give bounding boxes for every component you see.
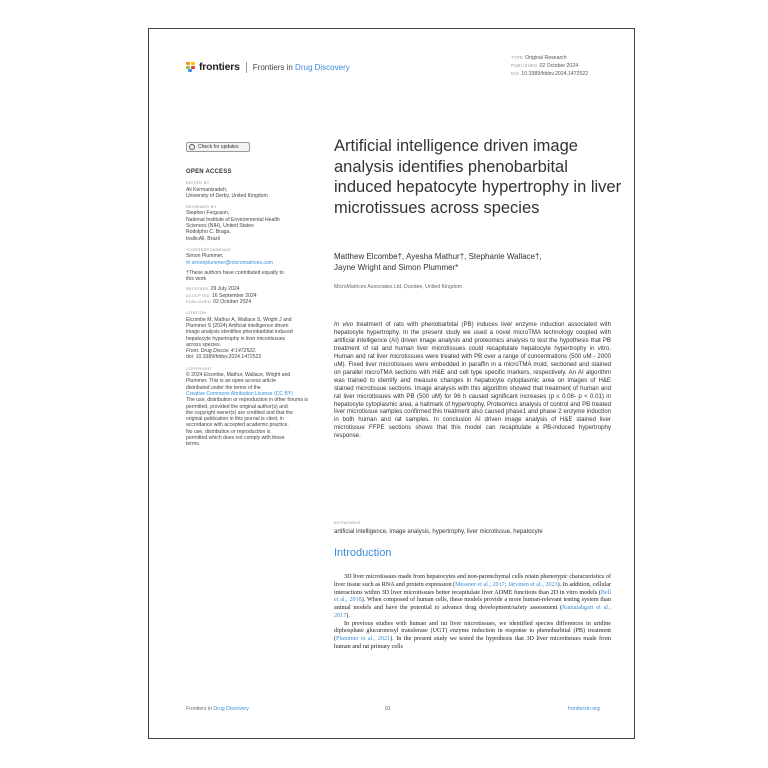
journal-title: Frontiers in Drug Discovery — [252, 62, 350, 72]
citation-link[interactable]: Bell et al., 2018 — [334, 589, 611, 604]
open-access-label: OPEN ACCESS — [186, 169, 232, 175]
check-for-updates-button[interactable]: Check for updates — [186, 142, 250, 152]
cc-license-link[interactable]: Creative Commons Attribution License (CC BY) — [186, 390, 294, 397]
keywords: artificial intelligence, image analysis, hypertrophy, liver microtissue, hepatocyte — [334, 529, 543, 535]
frontiers-logo-text: frontiers — [199, 61, 240, 73]
article-title: Artificial intelligence driven image analysis identifies phenobarbital induced hepatocyte hypertrophy in liver microtissues across species — [334, 137, 622, 217]
frontiers-logo-icon — [186, 62, 196, 72]
check-updates-icon — [189, 144, 195, 150]
introduction-body — [334, 574, 611, 652]
section-heading-introduction: Introduction — [334, 547, 392, 559]
citation-link[interactable]: Järvinen et al., 2023 — [507, 581, 558, 588]
journal-header — [186, 61, 350, 73]
correspondence-email-link[interactable]: ✉ simonplummer@micromatrices.com — [186, 259, 273, 266]
affiliation: MicroMatrices Associates Ltd, Dundee, United Kingdom — [334, 284, 463, 290]
citation-link[interactable]: Messner et al., 2017 — [455, 581, 505, 588]
abstract: In vivo treatment of rats with phenobarbital (PB) induces liver enzyme induction associated with hepatocyte hypertrophy. In the present study we used a novel microTMA technology coupled with artificial intelligence (AI) driven image analysis and proteomics analysis to test the hypothesis that PB treatment of rat and human liver microtissues could recapitulate hepatocyte hypertrophy in vitro. Human and rat liver microtissues were treated with PB over a range of concentrations (500 uM - 2000 uM). Fixed liver microtissues were embedded in paraffin in a microTMA mold, sectioned and stained on parallel microTMA sections with H&E and cell type specific markers, respectively. An AI algorithm was trained to identify and measure changes in hepatocyte cytoplasmic area on images of H&E stained microtissue sections. Image analysis with this algorithm showed that treatment of human and rat liver microtissues with PB (500 uM) for 96 h caused significant increases (p ≤ 0.08- p < 0.01) in hepatocyte cytoplasmic area, a hallmark of hypertrophy. Proteomics analysis of control and PB treated liver microtissue samples confirmed this treatment also caused phase1 and phase 2 enzyme induction in both human and rat samples. In conclusion AI driven image analysis of H&E stained liver microtissue FFPE sections shows that this model can recapitulate a PB-induced hypertrophy response. — [334, 321, 611, 440]
page-number: 01 — [385, 706, 391, 712]
footer-site-link[interactable]: frontiersin.org — [568, 706, 600, 712]
author-list: Matthew Elcombe†, Ayesha Mathur†, Stephanie Wallace†, Jayne Wright and Simon Plummer* — [334, 252, 542, 272]
citation-link[interactable]: Plummer et al., 2021 — [336, 636, 391, 642]
header-divider — [246, 62, 247, 73]
keywords-label: KEYWORDS — [334, 520, 361, 525]
footer-journal: Frontiers in Drug Discovery — [186, 706, 249, 712]
citation-link[interactable]: Ramaiahgari et al., 2017 — [334, 605, 611, 619]
article-sidebar: OPEN ACCESS EDITED BY Ali Kermanizadeh, University of Derby, United Kingdom REVIEWED BY Stephen Ferguson, National Institute of Environmental Health Sciences (NIH), United States Rodolpho C. Braga, InsilicAll, Brazil *CORRESPONDENCE Simon Plummer, ✉ simonplummer@micromatrices.com †These authors have contributed equally to this work RECEIVED 29 July 2024 ACCEPTED 16 September 2024 PUBLISHED 02 October 2024 CITATION Elcombe M, Mathur A, Wallace S, Wright J and Plummer S (2024) Artificial intelligence driven image analysis identifies phenobarbital induced hepatocyte hypertrophy in liver microtissues across species. Front. Drug Discov. 4:1472522. doi: 10.3389/fddsv.2024.1472522 COPYRIGHT © 2024 Elcombe, Mathur, Wallace, Wright and Plummer. This is an open-access article distributed under the terms of the Creative Commons Attribution License (CC BY) The use, distribution or reproduction in other forums is permitted, provided the original author(s) and the copyright owner(s) are credited and that the original publication in this journal is cited, in accordance with accepted academic practice. No use, distribution or reproduction is permitted which does not comply with these terms. — [186, 169, 311, 448]
paragraph: 3D liver microtissues made from hepatocytes and non-parenchymal cells retain phenotypic characteristics of liver tissue such as RNA and protein expression (Messner et al., 2017; Järvinen et al., 2023). In addition, cellular interactions within 3D liver microtissues better recapitulate liver ADME functions than 2D in vitro models (Bell et al., 2018). When composed of human cells, these models provide a more human-relevant testing system than animal models and have the potential to advance drug development/safety assessment (Ramaiahgari et al., 2017). — [334, 574, 611, 619]
paragraph: In previous studies with human and rat liver microtissues, we identified species differences in uridine diphosphate glucuronosyl transferase (UGT) enzyme induction in response to phenobarbital (PB) treatment (Plummer et al., 2021). In the present study we tested the hypothesis that 3D liver microtissues made from human and rat primary cells — [334, 620, 611, 650]
paper-page — [148, 28, 635, 739]
article-meta: TYPE Original Research PUBLISHED 02 October 2024 DOI 10.3389/fddsv.2024.1472522 — [511, 55, 589, 77]
